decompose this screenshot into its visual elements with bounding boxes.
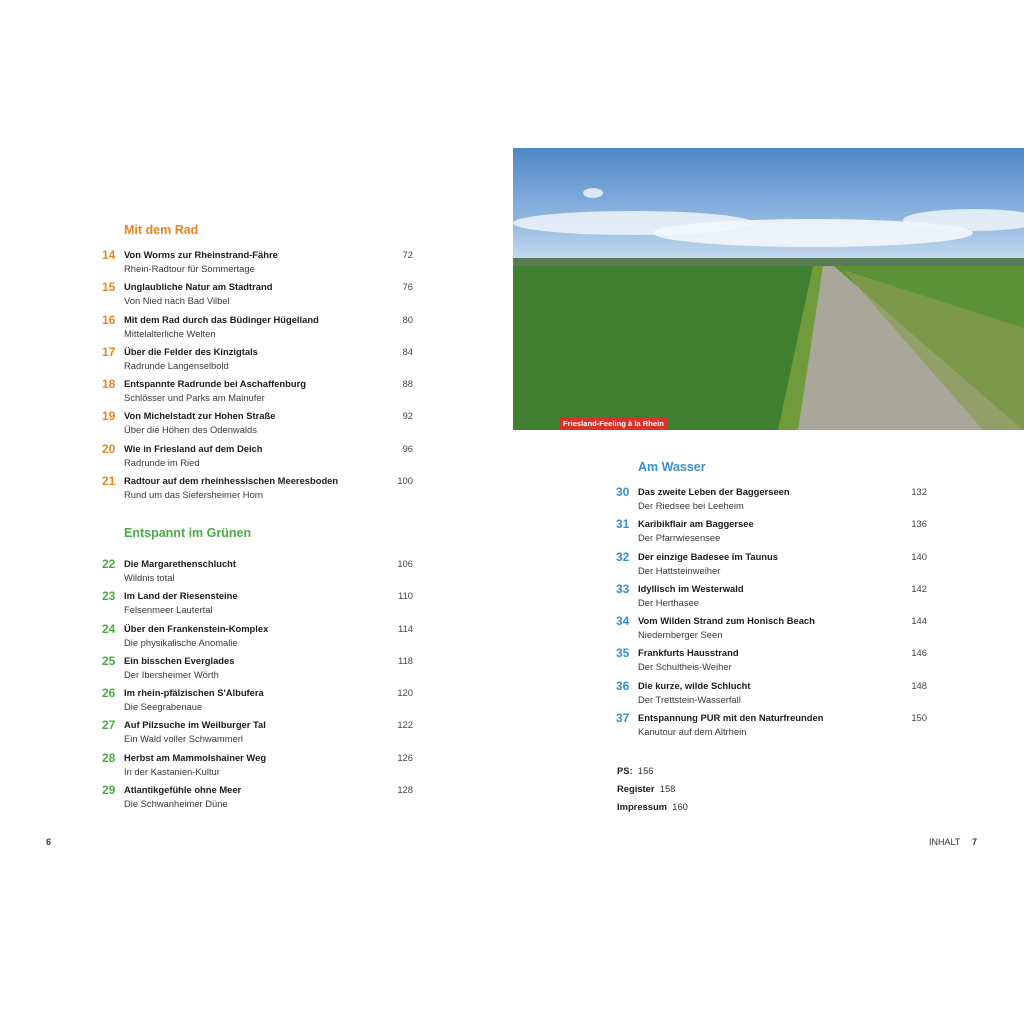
toc-entry[interactable]	[102, 784, 413, 816]
toc-entry-page: 140	[911, 550, 927, 562]
toc-entry-subtitle: Niedernberger Seen	[638, 629, 723, 641]
toc-entry-page: 142	[911, 582, 927, 594]
toc-entry-page: 146	[911, 647, 927, 659]
right-page-number: 7	[972, 837, 978, 847]
toc-entry-subtitle: Der Pfarrwiesensee	[638, 532, 721, 544]
toc-entry-number: 19	[102, 409, 116, 424]
toc-entry-page: 120	[397, 687, 413, 699]
toc-entry[interactable]	[616, 680, 927, 712]
toc-entry-number: 28	[102, 750, 116, 765]
toc-entry-title: Atlantikgefühle ohne Meer	[124, 784, 242, 796]
toc-entry-subtitle: Der Ibersheimer Wörth	[124, 668, 219, 680]
toc-entry-page: 148	[911, 679, 927, 691]
toc-entry-subtitle: Der Riedsee bei Leeheim	[638, 500, 744, 511]
toc-entry[interactable]	[102, 558, 413, 590]
toc-entry-page: 106	[397, 558, 413, 569]
toc-entry[interactable]	[616, 486, 927, 518]
toc-entry-title: Frankfurts Hausstrand	[638, 647, 739, 659]
toc-entry-title: Entspannung PUR mit den Naturfreunden	[638, 712, 824, 724]
toc-entry-subtitle: Schlösser und Parks am Mainufer	[124, 392, 265, 404]
toc-list-wasser	[616, 486, 927, 744]
toc-entry-title: Mit dem Rad durch das Büdinger Hügelland	[124, 313, 319, 325]
extra-ps[interactable]	[617, 765, 654, 776]
toc-entry[interactable]	[616, 551, 927, 583]
toc-entry-title: Über die Felder des Kinzigtals	[124, 345, 258, 357]
toc-entry-number: 21	[102, 474, 116, 489]
section-heading-wasser: Am Wasser	[638, 460, 706, 474]
toc-entry[interactable]	[616, 615, 927, 647]
toc-entry-number: 29	[102, 783, 116, 798]
toc-entry[interactable]	[102, 281, 413, 313]
toc-entry-page: 150	[911, 712, 927, 724]
landscape-photo	[513, 148, 1024, 430]
toc-entry-subtitle: Radrunde Langenselbold	[124, 359, 229, 371]
toc-entry-title: Über den Frankenstein-Komplex	[124, 622, 269, 634]
toc-entry-number: 23	[102, 589, 116, 604]
toc-entry-page: 136	[911, 518, 927, 530]
toc-entry-number: 36	[616, 678, 630, 693]
toc-entry-number: 18	[102, 377, 116, 392]
toc-entry-number: 24	[102, 621, 116, 636]
toc-entry-number: 31	[616, 517, 630, 532]
toc-entry[interactable]	[102, 752, 413, 784]
toc-entry-page: 126	[397, 751, 413, 763]
toc-entry-title: Entspannte Radrunde bei Aschaffenburg	[124, 378, 306, 390]
toc-entry-subtitle: In der Kastanien-Kultur	[124, 765, 220, 777]
toc-entry-page: 122	[397, 719, 413, 731]
toc-entry-subtitle: Der Schultheis-Weiher	[638, 661, 732, 673]
toc-entry-title: Von Michelstadt zur Hohen Straße	[124, 410, 276, 422]
toc-entry-subtitle: Die Seegrabenaue	[124, 701, 203, 713]
toc-entry-title: Idyllisch im Westerwald	[638, 582, 744, 594]
toc-entry-title: Das zweite Leben der Baggerseen	[638, 486, 790, 497]
extra-impressum[interactable]	[617, 801, 688, 812]
toc-entry-title: Wie in Friesland auf dem Deich	[124, 442, 263, 454]
toc-entry[interactable]	[102, 623, 413, 655]
toc-entry-page: 144	[911, 615, 927, 627]
photo-caption: Friesland-Feeling à la Rhein	[560, 418, 667, 429]
toc-entry-page: 92	[402, 410, 413, 422]
toc-entry-title: Radtour auf dem rheinhessischen Meeresboden	[124, 475, 339, 487]
extra-label: Register	[617, 783, 655, 794]
toc-entry-page: 118	[398, 654, 413, 666]
extra-page: 160	[672, 801, 688, 812]
extra-register[interactable]	[617, 783, 675, 794]
toc-entry-page: 88	[402, 378, 413, 390]
toc-entry-title: Herbst am Mammolshainer Weg	[124, 751, 267, 763]
toc-entry[interactable]	[616, 712, 927, 744]
toc-entry-title: Im rhein-pfälzischen S'Albufera	[124, 687, 264, 699]
extra-label: Impressum	[617, 801, 668, 812]
toc-entry[interactable]	[616, 518, 927, 550]
section-heading-rad: Mit dem Rad	[124, 223, 199, 237]
toc-entry-title: Unglaubliche Natur am Stadtrand	[124, 281, 273, 293]
toc-entry-page: 110	[398, 590, 413, 602]
toc-entry-title: Von Worms zur Rheinstrand-Fähre	[124, 249, 278, 260]
toc-entry-subtitle: Rhein-Radtour für Sommertage	[124, 263, 255, 274]
toc-entry-page: 128	[397, 784, 413, 796]
toc-entry-number: 20	[102, 441, 116, 456]
toc-list-gruen	[102, 558, 413, 816]
toc-entry[interactable]	[102, 378, 413, 410]
toc-entry[interactable]	[102, 475, 413, 507]
toc-entry-number: 22	[102, 557, 116, 571]
toc-entry-title: Der einzige Badesee im Taunus	[638, 550, 778, 562]
section-heading-gruen: Entspannt im Grünen	[124, 526, 252, 540]
toc-entry-number: 30	[616, 485, 630, 499]
footer-label: INHALT	[929, 837, 961, 847]
toc-entry-subtitle: Wildnis total	[124, 572, 175, 583]
toc-entry-subtitle: Radrunde im Ried	[124, 456, 200, 468]
toc-entry-page: 96	[402, 442, 413, 454]
toc-entry-subtitle: Der Herthasee	[638, 596, 699, 608]
toc-entry-title: Karibikflair am Baggersee	[638, 518, 754, 530]
toc-entry-number: 17	[102, 344, 116, 359]
toc-entry-page: 132	[911, 486, 927, 497]
toc-entry-title: Auf Pilzsuche im Weilburger Tal	[124, 719, 266, 731]
toc-entry-subtitle: Rund um das Siefersheimer Horn	[124, 489, 264, 501]
toc-entry-subtitle: Von Nied nach Bad Vilbel	[124, 295, 230, 307]
toc-entry-page: 76	[402, 281, 413, 293]
toc-entry-subtitle: Mittelalterliche Welten	[124, 327, 216, 339]
left-page-number: 6	[46, 837, 52, 847]
toc-list-rad	[102, 249, 413, 507]
toc-entry-title: Im Land der Riesensteine	[124, 590, 238, 602]
toc-entry[interactable]	[102, 590, 413, 622]
toc-entry-title: Ein bisschen Everglades	[124, 654, 235, 666]
toc-entry-subtitle: Der Hattsteinweiher	[638, 564, 721, 576]
toc-entry[interactable]	[102, 719, 413, 751]
toc-entry[interactable]	[102, 443, 413, 475]
toc-entry[interactable]	[102, 314, 413, 346]
toc-entry-number: 25	[102, 653, 116, 668]
toc-entry-subtitle: Über die Höhen des Odenwalds	[124, 424, 257, 436]
toc-entry-page: 100	[397, 475, 413, 487]
toc-entry-number: 35	[616, 646, 630, 661]
toc-entry-number: 16	[102, 312, 116, 327]
toc-entry[interactable]	[616, 583, 927, 615]
toc-entry-subtitle: Kanutour auf dem Altrhein	[638, 726, 747, 738]
toc-entry-subtitle: Felsenmeer Lautertal	[124, 604, 213, 616]
toc-entry[interactable]	[616, 647, 927, 679]
toc-entry-title: Die kurze, wilde Schlucht	[638, 679, 751, 691]
toc-entry-subtitle: Die physikalische Anomalie	[124, 636, 238, 648]
toc-entry-title: Die Margarethenschlucht	[124, 558, 237, 569]
toc-entry-page: 114	[398, 622, 413, 634]
toc-entry-subtitle: Die Schwanheimer Düne	[124, 798, 228, 810]
toc-entry-page: 84	[402, 345, 413, 357]
toc-entry-title: Vom Wilden Strand zum Honisch Beach	[638, 615, 815, 627]
toc-entry-number: 32	[616, 549, 630, 564]
toc-entry-number: 14	[102, 248, 116, 262]
extra-page: 158	[659, 783, 676, 794]
toc-entry-number: 27	[102, 718, 116, 733]
toc-entry[interactable]	[102, 655, 413, 687]
toc-entry-subtitle: Ein Wald voller Schwammerl	[124, 733, 243, 745]
toc-entry[interactable]	[102, 687, 413, 719]
toc-entry-number: 15	[102, 280, 116, 295]
toc-entry-number: 26	[102, 686, 116, 701]
toc-entry-number: 34	[616, 614, 630, 629]
toc-entry-page: 80	[402, 313, 413, 325]
toc-entry-page: 72	[402, 249, 413, 260]
toc-entry[interactable]	[102, 410, 413, 442]
toc-entry-number: 33	[616, 581, 630, 596]
extra-label: PS:	[617, 765, 633, 776]
toc-entry-number: 37	[616, 711, 630, 726]
toc-entry[interactable]	[102, 249, 413, 281]
extra-page: 156	[637, 765, 654, 776]
toc-entry-subtitle: Der Trettstein-Wasserfall	[638, 693, 741, 705]
toc-entry[interactable]	[102, 346, 413, 378]
